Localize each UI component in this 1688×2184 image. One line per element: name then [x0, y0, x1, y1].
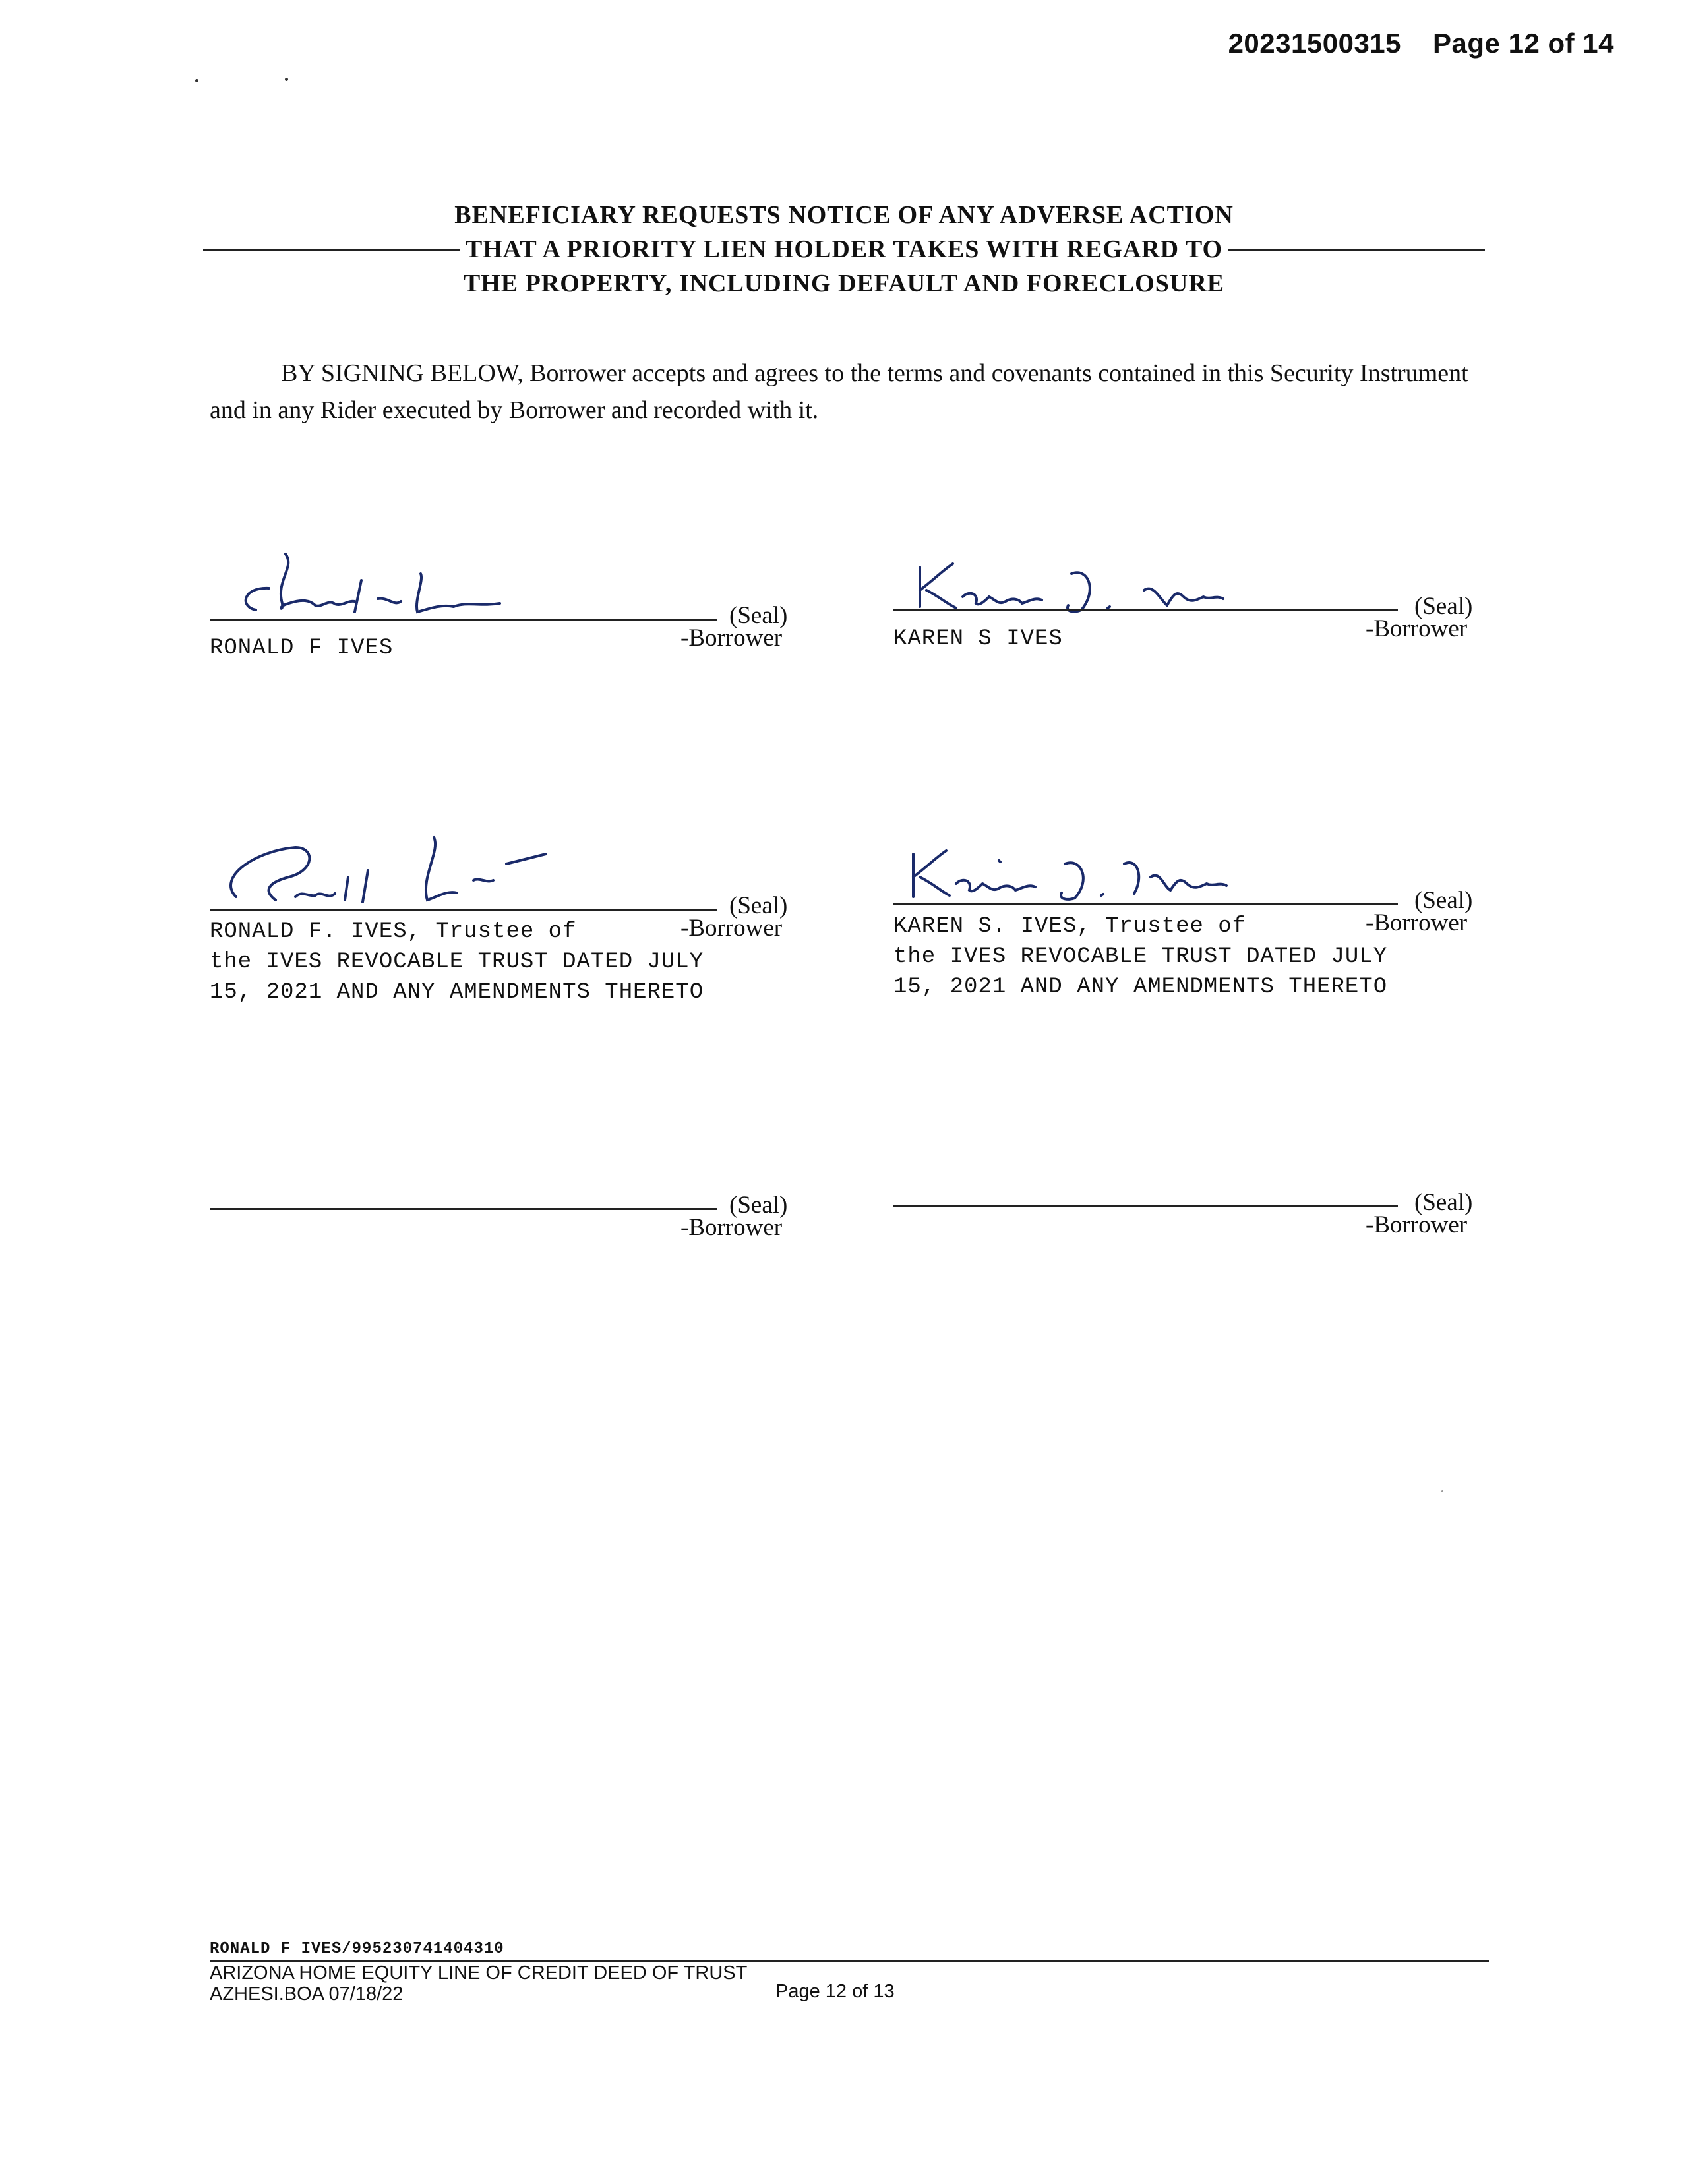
signer-name-line-2: the IVES REVOCABLE TRUST DATED JULY — [210, 950, 704, 975]
scan-speck — [1441, 1490, 1443, 1492]
page-indicator: Page 12 of 14 — [1433, 28, 1614, 59]
signature-block-ronald-trustee — [210, 824, 803, 1009]
ronald-signature — [236, 541, 605, 626]
signature-line — [893, 609, 1398, 611]
notice-rule-right — [1228, 249, 1485, 251]
form-page-number: Page 12 of 13 — [775, 1981, 895, 2002]
notice-line-3: THE PROPERTY, INCLUDING DEFAULT AND FORECLOSURE — [463, 270, 1225, 297]
notice-line-1: BENEFICIARY REQUESTS NOTICE OF ANY ADVERSE ACTION — [454, 201, 1234, 229]
notice-line-2: THAT A PRIORITY LIEN HOLDER TAKES WITH REGARD TO — [198, 232, 1490, 266]
borrower-label: -Borrower — [1366, 615, 1468, 642]
signature-block-ronald — [210, 541, 803, 673]
signer-name-line-2: the IVES REVOCABLE TRUST DATED JULY — [893, 944, 1388, 969]
beneficiary-notice — [198, 198, 1490, 301]
signer-name-line-1: KAREN S. IVES, Trustee of — [893, 914, 1247, 939]
seal-label: (Seal) — [729, 892, 788, 919]
seal-label: (Seal) — [729, 1192, 788, 1219]
borrower-label: -Borrower — [1366, 909, 1468, 936]
notice-rule-left — [203, 249, 460, 251]
borrower-label: -Borrower — [680, 624, 783, 652]
ronald-trustee-signature — [216, 824, 612, 917]
seal-label: (Seal) — [729, 602, 788, 629]
signature-block-karen-trustee — [893, 824, 1487, 1009]
seal-label: (Seal) — [1414, 1189, 1473, 1216]
scan-speck — [285, 78, 288, 81]
form-code: AZHESI.BOA 07/18/22 — [210, 1984, 404, 2005]
signer-name-line-3: 15, 2021 AND ANY AMENDMENTS THERETO — [893, 975, 1388, 1000]
signature-line — [893, 1205, 1398, 1207]
signature-line — [210, 909, 717, 911]
signer-name: RONALD F IVES — [210, 636, 394, 661]
signature-block-blank-left — [210, 1134, 803, 1266]
seal-label: (Seal) — [1414, 887, 1473, 914]
signature-line — [210, 619, 717, 621]
borrower-label: -Borrower — [1366, 1211, 1468, 1238]
signature-line — [210, 1208, 717, 1210]
signature-line — [893, 903, 1398, 905]
form-footer — [210, 1940, 1489, 2006]
seal-label: (Seal) — [1414, 593, 1473, 620]
form-title: ARIZONA HOME EQUITY LINE OF CREDIT DEED OF TRUST — [210, 1962, 748, 1984]
karen-trustee-signature — [900, 837, 1269, 910]
signing-statement: BY SIGNING BELOW, Borrower accepts and agrees to the terms and covenants contained in this Security Instrument and in any Rider executed by Borrower and recorded with it. — [210, 359, 1468, 424]
signer-name-line-1: RONALD F. IVES, Trustee of — [210, 919, 577, 944]
signature-block-blank-right — [893, 1134, 1487, 1266]
signer-name-line-3: 15, 2021 AND ANY AMENDMENTS THERETO — [210, 980, 704, 1005]
recording-header — [1228, 28, 1614, 59]
scan-speck — [195, 79, 198, 82]
signature-block-karen — [893, 541, 1487, 673]
signer-name: KAREN S IVES — [893, 626, 1063, 652]
borrower-label: -Borrower — [680, 1214, 783, 1241]
loan-reference: RONALD F IVES/995230741404310 — [210, 1940, 504, 1958]
borrower-label: -Borrower — [680, 915, 783, 942]
document-number: 20231500315 — [1228, 28, 1402, 59]
